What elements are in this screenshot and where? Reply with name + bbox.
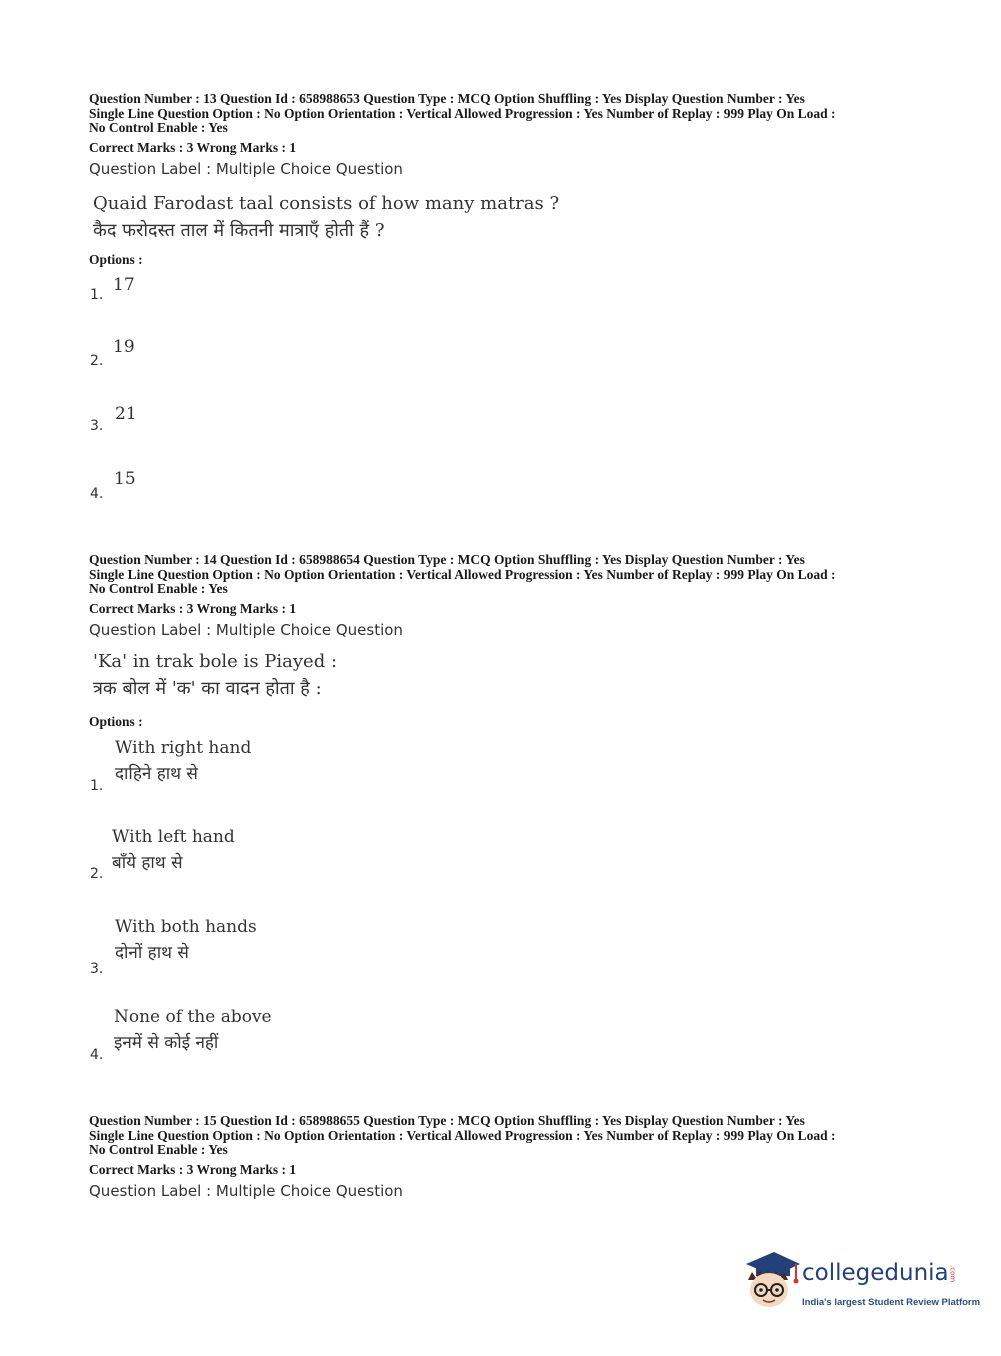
q14-label: Question Label : Multiple Choice Question [89,621,403,639]
q13-option-1-number: 1. [90,287,104,303]
q14-text-hi: त्रक बोल में 'क' का वादन होता है : [93,678,322,699]
q14-options-heading: Options : [89,714,143,729]
collegedunia-logo [742,1250,981,1320]
q13-option-3[interactable]: 21 [115,404,137,424]
q15-meta-line1: Question Number : 15 Question Id : 658988655 Question Type : MCQ Option Shuffling : Yes Display Question Number : Yes [89,1113,805,1128]
logo-tagline: India's largest Student Review Platform [802,1297,981,1308]
q13-text [93,190,559,244]
q14-text-en: 'Ka' in trak bole is Piayed : [93,651,338,672]
q14-option-4-hi: इनमें से कोई नहीं [114,1033,219,1053]
q13-text-hi: कैद फरोदस्त ताल में कितनी मात्राएँ होती हैं ? [93,220,385,241]
q13-option-4-number: 4. [90,486,104,502]
q13-option-2[interactable]: 19 [113,337,135,357]
logo-name: collegedunia [802,1260,949,1286]
q13-marks: Correct Marks : 3 Wrong Marks : 1 [89,140,297,155]
q15-label: Question Label : Multiple Choice Question [89,1182,403,1200]
logo-suffix: .com [948,1264,957,1283]
q14-text [93,648,337,702]
q14-option-2[interactable] [112,824,235,876]
q14-option-4[interactable] [114,1004,272,1056]
q14-marks: Correct Marks : 3 Wrong Marks : 1 [89,601,297,616]
q13-meta-line2: Single Line Question Option : No Option Orientation : Vertical Allowed Progression : Yes Number of Replay : 999 Play On Load : [89,105,836,121]
q14-option-3-hi: दोनों हाथ से [115,943,189,963]
q14-meta [89,553,919,597]
q13-text-en: Quaid Farodast taal consists of how many matras ? [93,193,560,214]
q13-label: Question Label : Multiple Choice Question [89,160,403,178]
q13-options-heading: Options : [89,252,143,267]
q14-meta-line1: Question Number : 14 Question Id : 658988654 Question Type : MCQ Option Shuffling : Yes Display Question Number : Yes [89,552,805,567]
logo-wordmark [802,1260,957,1286]
q14-option-1-hi: दाहिने हाथ से [115,764,198,784]
q13-meta-line3: No Control Enable : Yes [89,120,228,136]
q13-meta-line1: Question Number : 13 Question Id : 658988653 Question Type : MCQ Option Shuffling : Yes Display Question Number : Yes [89,91,805,106]
q14-option-4-en: None of the above [114,1007,272,1027]
q13-option-2-number: 2. [90,353,104,369]
q13-option-1[interactable]: 17 [113,275,135,295]
q14-option-1-en: With right hand [115,738,252,758]
q14-option-1-number: 1. [90,778,104,794]
q14-option-3-en: With both hands [115,917,257,937]
q14-option-2-hi: बाँये हाथ से [112,853,183,873]
q14-option-3[interactable] [115,914,257,966]
q13-option-4[interactable]: 15 [114,469,136,489]
q14-option-4-number: 4. [90,1047,104,1063]
q14-meta-line3: No Control Enable : Yes [89,581,228,597]
q13-meta [89,92,919,136]
q15-meta-line3: No Control Enable : Yes [89,1142,228,1158]
q15-marks: Correct Marks : 3 Wrong Marks : 1 [89,1162,297,1177]
q13-option-3-number: 3. [90,418,104,434]
q14-option-3-number: 3. [90,961,104,977]
q14-option-1[interactable] [115,735,251,787]
q14-option-2-number: 2. [90,866,104,882]
q14-option-2-en: With left hand [112,827,235,847]
q15-meta-line2: Single Line Question Option : No Option Orientation : Vertical Allowed Progression : Yes Number of Replay : 999 Play On Load : [89,1127,836,1143]
mascot-icon [742,1250,800,1314]
q14-meta-line2: Single Line Question Option : No Option Orientation : Vertical Allowed Progression : Yes Number of Replay : 999 Play On Load : [89,566,836,582]
q15-meta [89,1114,919,1158]
